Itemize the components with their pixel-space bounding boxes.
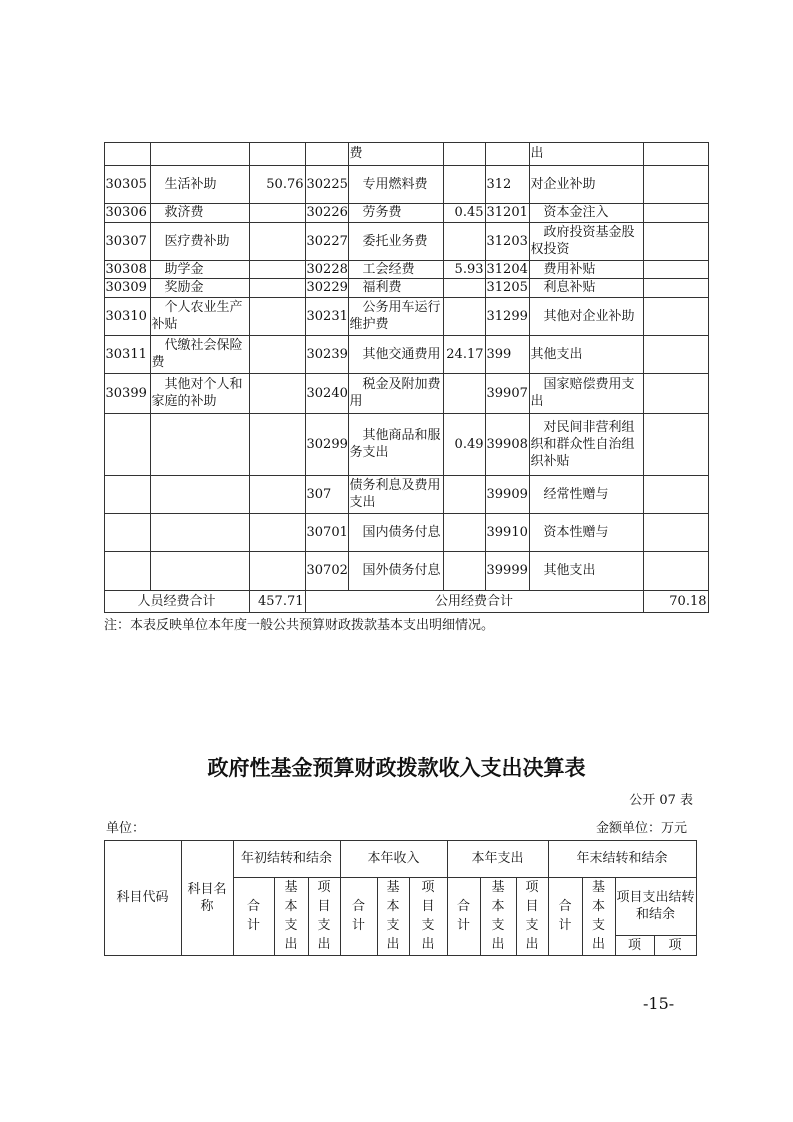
cell-text: 项目支出 bbox=[317, 880, 331, 952]
cell-text: 其他交通费用 bbox=[362, 346, 441, 362]
table-row-cell bbox=[104, 260, 151, 279]
cell-text: 0.49 bbox=[454, 436, 484, 452]
table-row-cell bbox=[485, 475, 530, 514]
table-row-cell bbox=[348, 475, 444, 514]
cell-text: 经常性赠与 bbox=[543, 486, 609, 502]
cell-text: 助学金 bbox=[164, 261, 204, 277]
cell-text: 30226 bbox=[306, 205, 348, 220]
cell-text: 30228 bbox=[306, 261, 348, 277]
cell-text: 其他商品和服务支出 bbox=[349, 428, 441, 460]
header-item bbox=[654, 935, 697, 956]
cell-text: 31203 bbox=[486, 233, 528, 249]
header-group bbox=[447, 840, 549, 878]
cell-text: 科目代码 bbox=[116, 890, 169, 905]
cell-text: 30231 bbox=[306, 308, 348, 324]
table-row-cell bbox=[104, 551, 151, 591]
cell-text: 50.76 bbox=[266, 176, 304, 192]
table-row-cell bbox=[305, 475, 349, 514]
table-row-cell bbox=[485, 513, 530, 552]
table-row-cell bbox=[529, 513, 644, 552]
header-sub bbox=[582, 877, 616, 956]
cell-text: 30399 bbox=[105, 385, 147, 401]
cell-text: 31299 bbox=[486, 308, 528, 324]
cell-text: 工会经费 bbox=[362, 261, 415, 277]
table-row-cell bbox=[104, 222, 151, 261]
table-row-cell bbox=[104, 373, 151, 414]
cell-text: 30308 bbox=[105, 261, 147, 277]
cell-text: 生活补助 bbox=[164, 176, 217, 192]
cell-text: 合计 bbox=[456, 899, 470, 933]
cell-text: 31204 bbox=[486, 261, 528, 277]
cell-text: 30239 bbox=[306, 346, 348, 362]
table-row-cell bbox=[150, 475, 250, 514]
table-row-cell bbox=[104, 297, 151, 336]
header-sub bbox=[409, 877, 448, 956]
cell-text: 24.17 bbox=[446, 346, 484, 362]
table-row-cell bbox=[643, 373, 709, 414]
table-row-cell bbox=[348, 513, 444, 552]
table-row-cell bbox=[249, 297, 306, 336]
cell-text: 基本支出 bbox=[386, 880, 400, 952]
table-row-cell bbox=[249, 551, 306, 591]
cell-text: 30701 bbox=[306, 524, 348, 540]
table-row-cell bbox=[643, 278, 709, 298]
cell-text: 医疗费补助 bbox=[164, 233, 230, 249]
table-row-cell bbox=[249, 475, 306, 514]
cell-text: 奖励金 bbox=[164, 280, 204, 295]
header-item bbox=[615, 935, 655, 956]
cell-text: 年初结转和结余 bbox=[240, 851, 332, 866]
table-row-cell bbox=[150, 260, 250, 279]
cell-text: 债务利息及费用支出 bbox=[349, 478, 441, 510]
table-row-cell bbox=[529, 165, 644, 204]
cell-text: 救济费 bbox=[164, 205, 204, 220]
table-row-cell bbox=[443, 278, 486, 298]
table-row-cell bbox=[348, 551, 444, 591]
table-row-cell bbox=[348, 278, 444, 298]
table-row-cell bbox=[104, 142, 151, 166]
cell-text: 公用经费合计 bbox=[434, 593, 513, 609]
total-personnel-label bbox=[104, 590, 250, 613]
cell-text: 0.45 bbox=[454, 205, 484, 220]
table-row-cell bbox=[529, 335, 644, 374]
header-name bbox=[181, 840, 234, 956]
cell-text: 39910 bbox=[486, 524, 528, 540]
cell-text: 31201 bbox=[486, 205, 528, 220]
table-row-cell bbox=[485, 142, 530, 166]
cell-text: 人员经费合计 bbox=[137, 593, 216, 609]
cell-text: 国家赔偿费用支出 bbox=[530, 377, 635, 409]
cell-text: 个人农业生产补贴 bbox=[151, 300, 243, 332]
table-row-cell bbox=[529, 413, 644, 476]
cell-text: 出 bbox=[530, 146, 544, 161]
table-row-cell bbox=[249, 222, 306, 261]
table-row-cell bbox=[104, 413, 151, 476]
cell-text: 基本支出 bbox=[591, 880, 605, 952]
cell-text: 30229 bbox=[306, 280, 348, 295]
table-row-cell bbox=[305, 203, 349, 223]
page-number: -15- bbox=[643, 994, 675, 1013]
cell-text: 312 bbox=[486, 176, 512, 192]
table-row-cell bbox=[150, 373, 250, 414]
total-public-value bbox=[643, 590, 709, 613]
table-row-cell bbox=[443, 165, 486, 204]
cell-text: 399 bbox=[486, 346, 512, 362]
table-row-cell bbox=[443, 475, 486, 514]
header-sub bbox=[615, 877, 697, 936]
cell-text: 对民间非营利组织和群众性自治组织补贴 bbox=[530, 419, 635, 469]
table-row-cell bbox=[104, 475, 151, 514]
table-row-cell bbox=[305, 335, 349, 374]
table-row-cell bbox=[104, 335, 151, 374]
table-row-cell bbox=[529, 203, 644, 223]
amount-unit: 金额单位：万元 bbox=[595, 821, 687, 836]
table-row-cell bbox=[643, 222, 709, 261]
cell-text: 30311 bbox=[105, 346, 147, 362]
table-row-cell bbox=[150, 297, 250, 336]
table-row-cell bbox=[305, 373, 349, 414]
table-row-cell bbox=[305, 165, 349, 204]
table-row-cell bbox=[443, 513, 486, 552]
header-sub bbox=[377, 877, 410, 956]
table-row-cell bbox=[104, 278, 151, 298]
cell-text: 国外债务付息 bbox=[362, 563, 441, 578]
cell-text: 基本支出 bbox=[491, 880, 505, 952]
cell-text: 30309 bbox=[105, 280, 147, 295]
cell-text: 30306 bbox=[105, 205, 147, 220]
cell-text: 费用补贴 bbox=[543, 261, 596, 277]
cell-text: 公务用车运行维护费 bbox=[349, 300, 441, 332]
cell-text: 307 bbox=[306, 486, 332, 502]
table-row-cell bbox=[348, 413, 444, 476]
cell-text: 项目支出结转和结余 bbox=[616, 890, 695, 922]
table-row-cell bbox=[249, 260, 306, 279]
table-row-cell bbox=[529, 551, 644, 591]
table-row-cell bbox=[643, 335, 709, 374]
table-row-cell bbox=[150, 222, 250, 261]
header-group bbox=[233, 840, 341, 878]
table-row-cell bbox=[643, 203, 709, 223]
cell-text: 项目支出 bbox=[525, 880, 539, 952]
cell-text: 税金及附加费用 bbox=[349, 377, 441, 409]
cell-text: 31205 bbox=[486, 280, 528, 295]
table-row-cell bbox=[443, 335, 486, 374]
cell-text: 70.18 bbox=[669, 593, 707, 609]
table-row-cell bbox=[485, 203, 530, 223]
total-personnel-value bbox=[249, 590, 306, 613]
table-row-cell bbox=[150, 142, 250, 166]
table-row-cell bbox=[643, 551, 709, 591]
table-row-cell bbox=[305, 222, 349, 261]
table-row-cell bbox=[529, 222, 644, 261]
table-row-cell bbox=[348, 165, 444, 204]
cell-text: 费 bbox=[349, 146, 363, 161]
header-sub bbox=[233, 877, 275, 956]
cell-text: 委托业务费 bbox=[362, 233, 428, 249]
table-row-cell bbox=[643, 165, 709, 204]
table-row-cell bbox=[485, 413, 530, 476]
header-sub bbox=[516, 877, 549, 956]
unit-label: 单位： bbox=[106, 821, 146, 836]
table-row-cell bbox=[305, 142, 349, 166]
table-row-cell bbox=[443, 413, 486, 476]
table-row-cell bbox=[485, 222, 530, 261]
table-row-cell bbox=[443, 297, 486, 336]
cell-text: 政府投资基金股权投资 bbox=[530, 225, 635, 257]
cell-text: 资本性赠与 bbox=[543, 524, 609, 540]
cell-text: 5.93 bbox=[454, 261, 484, 277]
cell-text: 457.71 bbox=[258, 593, 304, 609]
cell-text: 30310 bbox=[105, 308, 147, 324]
table-row-cell bbox=[643, 413, 709, 476]
table-row-cell bbox=[348, 203, 444, 223]
table-row-cell bbox=[305, 551, 349, 591]
cell-text: 对企业补助 bbox=[530, 176, 596, 192]
table-row-cell bbox=[249, 203, 306, 223]
header-sub bbox=[447, 877, 481, 956]
table-row-cell bbox=[529, 373, 644, 414]
table-row-cell bbox=[485, 165, 530, 204]
cell-text: 福利费 bbox=[362, 280, 402, 295]
form-number: 公开 07 表 bbox=[629, 793, 693, 808]
cell-text: 其他支出 bbox=[543, 563, 596, 578]
table-row-cell bbox=[249, 413, 306, 476]
table-row-cell bbox=[249, 142, 306, 166]
table-row-cell bbox=[485, 278, 530, 298]
table-row-cell bbox=[249, 373, 306, 414]
table-row-cell bbox=[643, 297, 709, 336]
cell-text: 30225 bbox=[306, 176, 348, 192]
table-row-cell bbox=[529, 475, 644, 514]
cell-text: 39909 bbox=[486, 486, 528, 502]
table-row-cell bbox=[643, 475, 709, 514]
cell-text: 项 bbox=[627, 937, 641, 953]
table-row-cell bbox=[249, 335, 306, 374]
cell-text: 39999 bbox=[486, 563, 528, 578]
table-row-cell bbox=[485, 373, 530, 414]
cell-text: 合计 bbox=[246, 899, 260, 933]
table-row-cell bbox=[443, 203, 486, 223]
table-row-cell bbox=[104, 165, 151, 204]
cell-text: 年末结转和结余 bbox=[576, 851, 668, 866]
table-row-cell bbox=[348, 335, 444, 374]
cell-text: 国内债务付息 bbox=[362, 524, 441, 540]
table-row-cell bbox=[485, 260, 530, 279]
table-row-cell bbox=[305, 260, 349, 279]
table-row-cell bbox=[443, 373, 486, 414]
cell-text: 本年支出 bbox=[471, 851, 524, 866]
table-row-cell bbox=[643, 142, 709, 166]
table-row-cell bbox=[443, 260, 486, 279]
table-row-cell bbox=[348, 142, 444, 166]
table-row-cell bbox=[529, 278, 644, 298]
table-row-cell bbox=[150, 278, 250, 298]
table-row-cell bbox=[305, 278, 349, 298]
table-row-cell bbox=[249, 513, 306, 552]
table-row-cell bbox=[305, 297, 349, 336]
table-row-cell bbox=[443, 551, 486, 591]
cell-text: 合计 bbox=[351, 899, 365, 933]
table-row-cell bbox=[305, 513, 349, 552]
table-row-cell bbox=[150, 165, 250, 204]
header-group bbox=[340, 840, 448, 878]
table-row-cell bbox=[529, 297, 644, 336]
table-note: 注：本表反映单位本年度一般公共预算财政拨款基本支出明细情况。 bbox=[104, 618, 495, 633]
cell-text: 39908 bbox=[486, 436, 528, 452]
table-row-cell bbox=[529, 260, 644, 279]
table-row-cell bbox=[150, 335, 250, 374]
table-row-cell bbox=[485, 335, 530, 374]
cell-text: 项目支出 bbox=[421, 880, 435, 952]
table-row-cell bbox=[150, 203, 250, 223]
table-row-cell bbox=[249, 278, 306, 298]
header-sub bbox=[340, 877, 378, 956]
cell-text: 专用燃料费 bbox=[362, 176, 428, 192]
header-sub bbox=[274, 877, 309, 956]
cell-text: 代缴社会保险费 bbox=[151, 338, 243, 370]
header-sub bbox=[480, 877, 517, 956]
table-row-cell bbox=[150, 413, 250, 476]
table-row-cell bbox=[443, 222, 486, 261]
table-title: 政府性基金预算财政拨款收入支出决算表 bbox=[207, 756, 586, 780]
cell-text: 30299 bbox=[306, 436, 348, 452]
table-row-cell bbox=[348, 297, 444, 336]
table-row-cell bbox=[348, 222, 444, 261]
header-sub bbox=[548, 877, 583, 956]
table-row-cell bbox=[150, 551, 250, 591]
table-row-cell bbox=[104, 203, 151, 223]
header-group bbox=[548, 840, 697, 878]
cell-text: 30305 bbox=[105, 176, 147, 192]
table-row-cell bbox=[643, 260, 709, 279]
cell-text: 30227 bbox=[306, 233, 348, 249]
table-row-cell bbox=[305, 413, 349, 476]
table-row-cell bbox=[485, 297, 530, 336]
table-row-cell bbox=[348, 260, 444, 279]
cell-text: 30240 bbox=[306, 385, 348, 401]
cell-text: 39907 bbox=[486, 385, 528, 401]
cell-text: 科目名称 bbox=[187, 881, 227, 914]
table-row-cell bbox=[485, 551, 530, 591]
cell-text: 30307 bbox=[105, 233, 147, 249]
table-row-cell bbox=[643, 513, 709, 552]
header-sub bbox=[308, 877, 341, 956]
cell-text: 30702 bbox=[306, 563, 348, 578]
header-code bbox=[104, 840, 182, 956]
cell-text: 其他对个人和家庭的补助 bbox=[151, 377, 243, 409]
cell-text: 利息补贴 bbox=[543, 280, 596, 295]
table-row-cell bbox=[348, 373, 444, 414]
total-public-label bbox=[305, 590, 644, 613]
table-row-cell bbox=[249, 165, 306, 204]
cell-text: 其他支出 bbox=[530, 346, 583, 362]
cell-text: 劳务费 bbox=[362, 205, 402, 220]
cell-text: 基本支出 bbox=[284, 880, 298, 952]
cell-text: 合计 bbox=[558, 899, 572, 933]
table-row-cell bbox=[104, 513, 151, 552]
cell-text: 资本金注入 bbox=[543, 205, 609, 220]
table-row-cell bbox=[443, 142, 486, 166]
table-row-cell bbox=[150, 513, 250, 552]
table-row-cell bbox=[529, 142, 644, 166]
cell-text: 本年收入 bbox=[367, 851, 420, 866]
cell-text: 其他对企业补助 bbox=[543, 308, 635, 324]
cell-text: 项 bbox=[668, 937, 682, 953]
